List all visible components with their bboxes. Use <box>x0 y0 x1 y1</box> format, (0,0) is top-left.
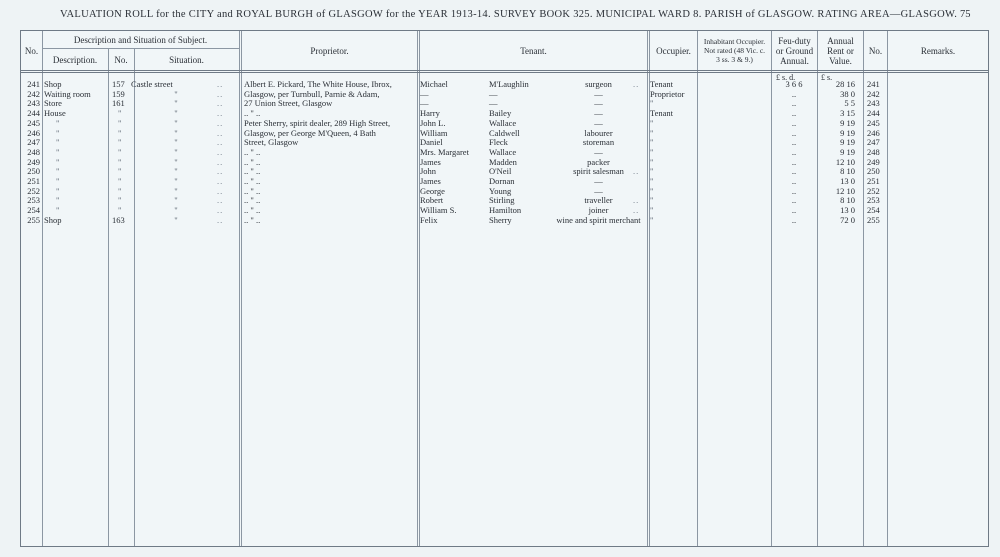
row-rent: 3 15 <box>840 108 855 119</box>
header-remarks: Remarks. <box>920 45 956 56</box>
row-description: Shop <box>44 214 62 225</box>
row-no: 244 <box>27 108 40 119</box>
row-situation: " <box>174 205 178 216</box>
row-tenant-first: Harry <box>420 108 440 119</box>
row-proprietor: .. " .. <box>244 156 261 167</box>
header-no2: No. <box>868 45 883 56</box>
row-tenant-occupation: joiner <box>588 205 609 216</box>
row-situation: " <box>174 108 178 119</box>
row-proprietor: .. " .. <box>244 205 261 216</box>
row-situation: " <box>174 166 178 177</box>
row-tenant-first: — <box>420 98 429 109</box>
row-tenant-last: O'Neil <box>489 166 512 177</box>
row-occupier: Tenant <box>650 79 674 89</box>
row-situation-dots: .. <box>217 137 224 148</box>
row-no: 251 <box>27 176 40 186</box>
row-description: " <box>56 146 60 157</box>
row-no2: 249 <box>867 156 880 167</box>
row-no2: 246 <box>867 127 880 138</box>
row-occupier: " <box>650 127 654 138</box>
row-tenant-last: Sherry <box>489 214 512 225</box>
row-rent: 13 0 <box>840 205 855 216</box>
row-feu: .. <box>791 185 797 196</box>
row-rent: 13 0 <box>840 176 855 186</box>
row-proprietor: .. " .. <box>244 176 261 186</box>
row-num: " <box>118 156 122 167</box>
row-tenant-dots: .. <box>633 205 640 216</box>
row-feu: .. <box>791 137 797 148</box>
row-tenant-occupation: — <box>594 146 603 157</box>
row-situation: " <box>174 156 178 167</box>
row-situation-dots: .. <box>217 146 224 157</box>
row-num: 161 <box>112 98 125 109</box>
row-occupier: " <box>650 205 654 216</box>
row-feu: .. <box>791 205 797 216</box>
row-occupier: " <box>650 166 654 177</box>
valuation-table <box>20 30 989 547</box>
row-tenant-last: Young <box>489 185 512 196</box>
row-feu: .. <box>791 127 797 138</box>
row-description: " <box>56 156 60 167</box>
header-no: No. <box>24 45 39 56</box>
header-rent: Annual Rent or Value. <box>827 35 854 66</box>
header-situation: Situation. <box>169 54 204 65</box>
row-description: " <box>56 205 60 216</box>
row-occupier: " <box>650 214 654 225</box>
row-occupier: " <box>650 195 654 206</box>
row-tenant-dots: .. <box>633 195 640 206</box>
row-tenant-first: Mrs. Margaret <box>420 146 469 157</box>
row-situation: " <box>174 98 178 109</box>
row-no: 242 <box>27 88 40 99</box>
row-proprietor: .. " .. <box>244 108 261 119</box>
row-num: 157 <box>112 79 125 89</box>
page-number: 75 <box>960 9 971 20</box>
row-tenant-occupation: — <box>594 176 603 186</box>
row-no: 247 <box>27 137 40 148</box>
row-num: " <box>118 146 122 157</box>
row-rent: 9 19 <box>840 117 855 128</box>
row-description: " <box>56 195 60 206</box>
row-situation-dots: .. <box>217 214 224 225</box>
row-rent: 72 0 <box>840 214 855 225</box>
row-situation: " <box>174 146 178 157</box>
row-feu: .. <box>791 166 797 177</box>
row-situation: Castle street <box>131 79 173 89</box>
header-proprietor: Proprietor. <box>310 45 349 56</box>
row-tenant-last: — <box>489 88 498 99</box>
row-tenant-last: Stirling <box>489 195 515 206</box>
row-situation: " <box>174 195 178 206</box>
row-tenant-first: John <box>420 166 437 177</box>
header-feu: Feu-duty or Ground Annual. <box>775 35 814 66</box>
row-num: " <box>118 166 122 177</box>
row-feu: .. <box>791 195 797 206</box>
row-feu: .. <box>791 98 797 109</box>
row-description: " <box>56 127 60 138</box>
roll-title: VALUATION ROLL for the CITY and ROYAL BURGH of GLASGOW for the YEAR 1913-14. SURVEY BOOK 325. MUNICIPAL WARD 8. PARISH of GLASGOW. RATING AREA—GLASGOW. <box>60 9 958 20</box>
row-no2: 244 <box>867 108 880 119</box>
row-occupier: " <box>650 98 654 109</box>
row-tenant-last: M'Laughlin <box>489 79 529 89</box>
row-no: 243 <box>27 98 40 109</box>
row-no2: 250 <box>867 166 880 177</box>
row-num: 163 <box>112 214 125 225</box>
row-rent: 9 19 <box>840 146 855 157</box>
row-tenant-first: Daniel <box>420 137 443 148</box>
row-num: " <box>118 108 122 119</box>
table-row <box>21 90 988 100</box>
row-proprietor: Glasgow, per George M'Queen, 4 Bath <box>244 127 376 138</box>
row-feu: .. <box>791 108 797 119</box>
row-description: " <box>56 117 60 128</box>
row-occupier: " <box>650 176 654 186</box>
row-rent: 8 10 <box>840 166 855 177</box>
row-occupier: " <box>650 156 654 167</box>
row-no2: 247 <box>867 137 880 148</box>
row-tenant-last: Dornan <box>489 176 515 186</box>
row-situation-dots: .. <box>217 205 224 216</box>
row-tenant-occupation: surgeon <box>585 79 612 89</box>
row-rent: 12 10 <box>835 156 855 167</box>
row-tenant-occupation: wine and spirit merchant <box>556 214 641 225</box>
row-proprietor: .. " .. <box>244 146 261 157</box>
row-no: 253 <box>27 195 40 206</box>
row-situation-dots: .. <box>217 195 224 206</box>
row-proprietor: 27 Union Street, Glasgow <box>244 98 333 109</box>
row-no: 254 <box>27 205 40 216</box>
row-tenant-first: — <box>420 88 429 99</box>
row-rent: 38 0 <box>840 88 855 99</box>
row-no2: 253 <box>867 195 880 206</box>
row-tenant-first: George <box>420 185 445 196</box>
row-situation-dots: .. <box>217 156 224 167</box>
row-situation: " <box>174 137 178 148</box>
row-description: " <box>56 166 60 177</box>
row-tenant-last: Fleck <box>489 137 508 148</box>
row-description: Shop <box>44 79 62 89</box>
row-tenant-occupation: — <box>594 88 603 99</box>
row-tenant-dots: .. <box>633 79 640 89</box>
row-tenant-occupation: spirit salesman <box>573 166 624 177</box>
row-situation-dots: .. <box>217 127 224 138</box>
row-tenant-first: John L. <box>420 117 446 128</box>
row-situation-dots: .. <box>217 166 224 177</box>
row-situation-dots: .. <box>217 108 224 119</box>
row-tenant-last: Wallace <box>489 117 517 128</box>
row-proprietor: Glasgow, per Turnbull, Parnie & Adam, <box>244 88 380 99</box>
row-num: " <box>118 117 122 128</box>
row-description: " <box>56 137 60 148</box>
row-rent: 9 19 <box>840 137 855 148</box>
row-no: 241 <box>27 79 40 89</box>
row-no: 245 <box>27 117 40 128</box>
rent-units: £ s. <box>821 73 833 82</box>
row-tenant-occupation: — <box>594 185 603 196</box>
row-tenant-first: Felix <box>420 214 438 225</box>
row-tenant-first: William <box>420 127 448 138</box>
row-num: 159 <box>112 88 125 99</box>
row-no: 248 <box>27 146 40 157</box>
row-proprietor: .. " .. <box>244 195 261 206</box>
row-rent: 9 19 <box>840 127 855 138</box>
header-tenant: Tenant. <box>520 45 547 56</box>
row-feu: 3 6 6 <box>785 79 803 89</box>
row-situation: " <box>174 176 178 186</box>
page-header <box>0 0 1000 30</box>
row-no: 250 <box>27 166 40 177</box>
row-situation-dots: .. <box>217 176 224 186</box>
row-rent: 5 5 <box>844 98 855 109</box>
row-feu: .. <box>791 156 797 167</box>
row-occupier: Tenant <box>650 108 674 119</box>
row-situation-dots: .. <box>217 98 224 109</box>
row-tenant-occupation: storeman <box>582 137 615 148</box>
row-feu: .. <box>791 214 797 225</box>
row-feu: .. <box>791 117 797 128</box>
row-tenant-occupation: — <box>594 98 603 109</box>
feu-units: £ s. d. <box>776 73 796 82</box>
row-no2: 248 <box>867 146 880 157</box>
row-feu: .. <box>791 88 797 99</box>
row-proprietor: .. " .. <box>244 166 261 177</box>
row-occupier: " <box>650 137 654 148</box>
row-tenant-last: Hamilton <box>489 205 522 216</box>
row-tenant-occupation: traveller <box>584 195 613 206</box>
row-occupier: " <box>650 146 654 157</box>
row-situation-dots: .. <box>217 117 224 128</box>
row-tenant-occupation: — <box>594 108 603 119</box>
row-no2: 245 <box>867 117 880 128</box>
header-description: Description. <box>52 54 98 65</box>
row-situation-dots: .. <box>217 185 224 196</box>
row-occupier: " <box>650 185 654 196</box>
row-tenant-last: Caldwell <box>489 127 520 138</box>
row-proprietor: .. " .. <box>244 185 261 196</box>
row-situation: " <box>174 185 178 196</box>
header-desc-group: Description and Situation of Subject. <box>73 34 208 45</box>
row-no: 255 <box>27 214 40 225</box>
row-tenant-last: Wallace <box>489 146 517 157</box>
row-description: House <box>44 108 66 119</box>
row-no2: 243 <box>867 98 880 109</box>
row-num: " <box>118 185 122 196</box>
table-row <box>21 216 988 226</box>
row-situation: " <box>174 117 178 128</box>
row-tenant-dots: .. <box>633 166 640 177</box>
row-situation-dots: .. <box>217 79 224 89</box>
row-description: " <box>56 176 60 186</box>
row-no2: 242 <box>867 88 880 99</box>
row-num: " <box>118 176 122 186</box>
row-tenant-occupation: — <box>594 117 603 128</box>
row-proprietor: .. " .. <box>244 214 261 225</box>
row-situation-dots: .. <box>217 88 224 99</box>
row-no2: 241 <box>867 79 880 89</box>
row-feu: .. <box>791 176 797 186</box>
row-tenant-first: Michael <box>420 79 448 89</box>
header-inhabitant: Inhabitant Occupier. Not rated (48 Vic. c. 3 ss. 3 & 9.) <box>703 37 766 64</box>
row-proprietor: Peter Sherry, spirit dealer, 289 High Street, <box>244 117 391 128</box>
row-num: " <box>118 195 122 206</box>
row-tenant-last: Madden <box>489 156 517 167</box>
row-no2: 255 <box>867 214 880 225</box>
header-num: No. <box>114 54 128 65</box>
row-tenant-first: James <box>420 156 441 167</box>
row-description: Store <box>44 98 62 109</box>
row-tenant-first: James <box>420 176 441 186</box>
row-no: 249 <box>27 156 40 167</box>
row-description: Waiting room <box>44 88 91 99</box>
row-no: 246 <box>27 127 40 138</box>
row-occupier: " <box>650 117 654 128</box>
row-occupier: Proprietor <box>650 88 685 99</box>
row-proprietor: Street, Glasgow <box>244 137 299 148</box>
row-tenant-occupation: packer <box>587 156 610 167</box>
row-situation: " <box>174 88 178 99</box>
row-num: " <box>118 137 122 148</box>
row-rent: 12 10 <box>835 185 855 196</box>
row-num: " <box>118 127 122 138</box>
row-situation: " <box>174 127 178 138</box>
row-no2: 251 <box>867 176 880 186</box>
header-occupier: Occupier. <box>656 45 691 56</box>
row-rent: 28 16 <box>835 79 855 89</box>
row-tenant-occupation: labourer <box>584 127 613 138</box>
row-num: " <box>118 205 122 216</box>
row-proprietor: Albert E. Pickard, The White House, Ibrox, <box>244 79 392 89</box>
row-no: 252 <box>27 185 40 196</box>
row-tenant-first: Robert <box>420 195 444 206</box>
row-no2: 254 <box>867 205 880 216</box>
row-situation: " <box>174 214 178 225</box>
row-tenant-last: Bailey <box>489 108 512 119</box>
row-tenant-first: William S. <box>420 205 457 216</box>
row-rent: 8 10 <box>840 195 855 206</box>
row-description: " <box>56 185 60 196</box>
row-tenant-last: — <box>489 98 498 109</box>
row-feu: .. <box>791 146 797 157</box>
row-no2: 252 <box>867 185 880 196</box>
